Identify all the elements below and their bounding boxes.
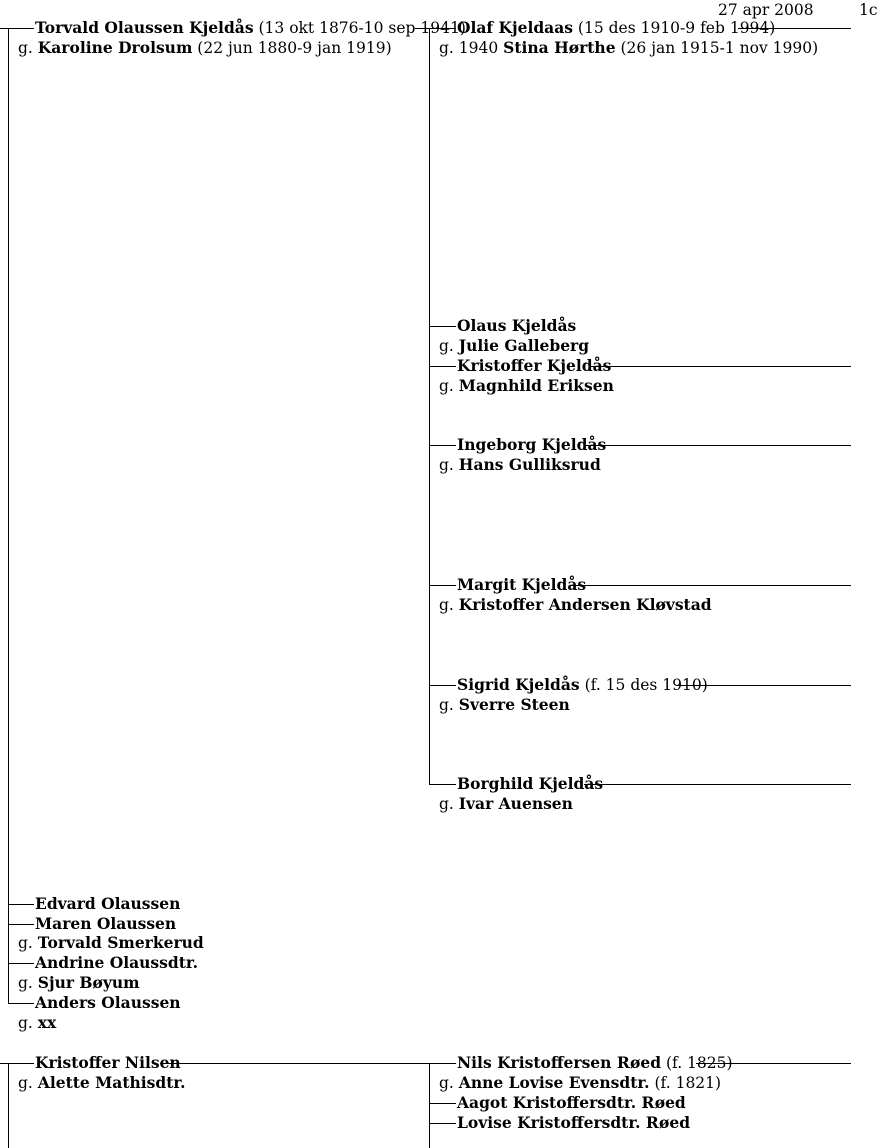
spouse-prefix: g. (18, 39, 33, 57)
connector (429, 585, 456, 586)
connector (570, 585, 851, 586)
person-name: Ingeborg Kjeldås (457, 435, 607, 454)
connector (8, 1003, 34, 1004)
spouse-name: xx (37, 1013, 57, 1032)
header-page-number: 1c (859, 1, 878, 19)
connector (8, 904, 34, 905)
header-date: 27 apr 2008 (718, 1, 814, 19)
connector (0, 1063, 8, 1064)
person-name: Anders Olaussen (35, 993, 181, 1012)
spouse-name: Stina Hørthe (503, 38, 616, 57)
person-dates: (f. 1825) (665, 1054, 733, 1072)
spouse-entry (18, 934, 204, 952)
person-name: Kristoffer Nilsen (35, 1053, 181, 1072)
person-entry (35, 994, 181, 1012)
person-name: Olaus Kjeldås (457, 316, 577, 335)
person-entry (35, 19, 466, 37)
spouse-dates: (22 jun 1880-9 jan 1919) (197, 39, 392, 57)
spouse-name: Sjur Bøyum (37, 973, 140, 992)
person-name: Borghild Kjeldås (457, 774, 604, 793)
connector (8, 1063, 9, 1148)
connector (429, 685, 456, 686)
person-entry (457, 1094, 686, 1112)
connector (429, 1063, 430, 1148)
connector (585, 445, 851, 446)
connector (429, 445, 456, 446)
person-name: Lovise Kristoffersdtr. Røed (457, 1113, 691, 1132)
person-dates: (f. 15 des 1910) (584, 676, 708, 694)
spouse-dates: (26 jan 1915-1 nov 1990) (620, 39, 819, 57)
person-entry (457, 1114, 690, 1132)
person-entry (457, 19, 775, 37)
connector (8, 28, 34, 29)
connector (0, 28, 8, 29)
connector (8, 28, 9, 1003)
spouse-prefix: g. (439, 377, 454, 395)
spouse-entry (18, 39, 392, 57)
person-dates: (13 okt 1876-10 sep 1941) (258, 19, 466, 37)
person-name: Edvard Olaussen (35, 894, 181, 913)
spouse-prefix: g. (439, 696, 454, 714)
person-name: Torvald Olaussen Kjeldås (35, 18, 254, 37)
spouse-entry (439, 795, 573, 813)
person-entry (457, 775, 603, 793)
connector (429, 326, 456, 327)
person-dates: (15 des 1910-9 feb 1994) (577, 19, 776, 37)
spouse-entry (439, 456, 601, 474)
person-entry (457, 436, 606, 454)
spouse-entry (18, 1014, 56, 1032)
connector (591, 366, 851, 367)
spouse-name: Magnhild Eriksen (458, 376, 614, 395)
connector (8, 1063, 34, 1064)
spouse-dates: (f. 1821) (654, 1074, 722, 1092)
spouse-name: Kristoffer Andersen Kløvstad (458, 595, 712, 614)
spouse-entry (439, 1074, 721, 1092)
spouse-name: Sverre Steen (458, 695, 570, 714)
spouse-prefix: g. (18, 974, 33, 992)
spouse-prefix: g. (439, 337, 454, 355)
person-entry (35, 915, 176, 933)
connector (8, 963, 34, 964)
person-entry (457, 317, 576, 335)
spouse-prefix: g. (439, 456, 454, 474)
person-name: Sigrid Kjeldås (457, 675, 580, 694)
spouse-entry (18, 974, 140, 992)
person-name: Maren Olaussen (35, 914, 177, 933)
person-entry (457, 357, 611, 375)
spouse-prefix: g. (439, 1074, 454, 1092)
spouse-entry (439, 596, 712, 614)
spouse-entry (439, 337, 589, 355)
person-entry (35, 954, 198, 972)
person-name: Aagot Kristoffersdtr. Røed (457, 1093, 686, 1112)
spouse-name: Torvald Smerkerud (37, 933, 204, 952)
spouse-entry (18, 1074, 186, 1092)
spouse-name: Karoline Drolsum (37, 38, 193, 57)
spouse-prefix: g. (439, 596, 454, 614)
spouse-entry (439, 377, 614, 395)
spouse-prefix: g. (439, 795, 454, 813)
spouse-entry (439, 696, 570, 714)
connector (429, 1103, 456, 1104)
connector (584, 784, 851, 785)
spouse-entry (439, 39, 818, 57)
spouse-name: Ivar Auensen (458, 794, 573, 813)
spouse-prefix: g. 1940 (439, 39, 499, 57)
connector (429, 784, 456, 785)
spouse-prefix: g. (18, 1074, 33, 1092)
spouse-prefix: g. (18, 1014, 33, 1032)
person-name: Margit Kjeldås (457, 575, 587, 594)
person-entry (457, 676, 708, 694)
connector (429, 28, 430, 785)
person-name: Andrine Olaussdtr. (35, 953, 199, 972)
spouse-prefix: g. (18, 934, 33, 952)
person-entry (35, 1054, 181, 1072)
spouse-name: Anne Lovise Evensdtr. (458, 1073, 650, 1092)
spouse-name: Hans Gulliksrud (458, 455, 601, 474)
spouse-name: Alette Mathisdtr. (37, 1073, 186, 1092)
connector (429, 1123, 456, 1124)
person-entry (35, 895, 180, 913)
spouse-name: Julie Galleberg (458, 336, 590, 355)
person-name: Olaf Kjeldaas (457, 18, 573, 37)
person-name: Kristoffer Kjeldås (457, 356, 612, 375)
connector (429, 366, 456, 367)
connector (160, 1063, 456, 1064)
person-entry (457, 576, 586, 594)
person-name: Nils Kristoffersen Røed (457, 1053, 662, 1072)
connector (8, 924, 34, 925)
person-entry (457, 1054, 733, 1072)
